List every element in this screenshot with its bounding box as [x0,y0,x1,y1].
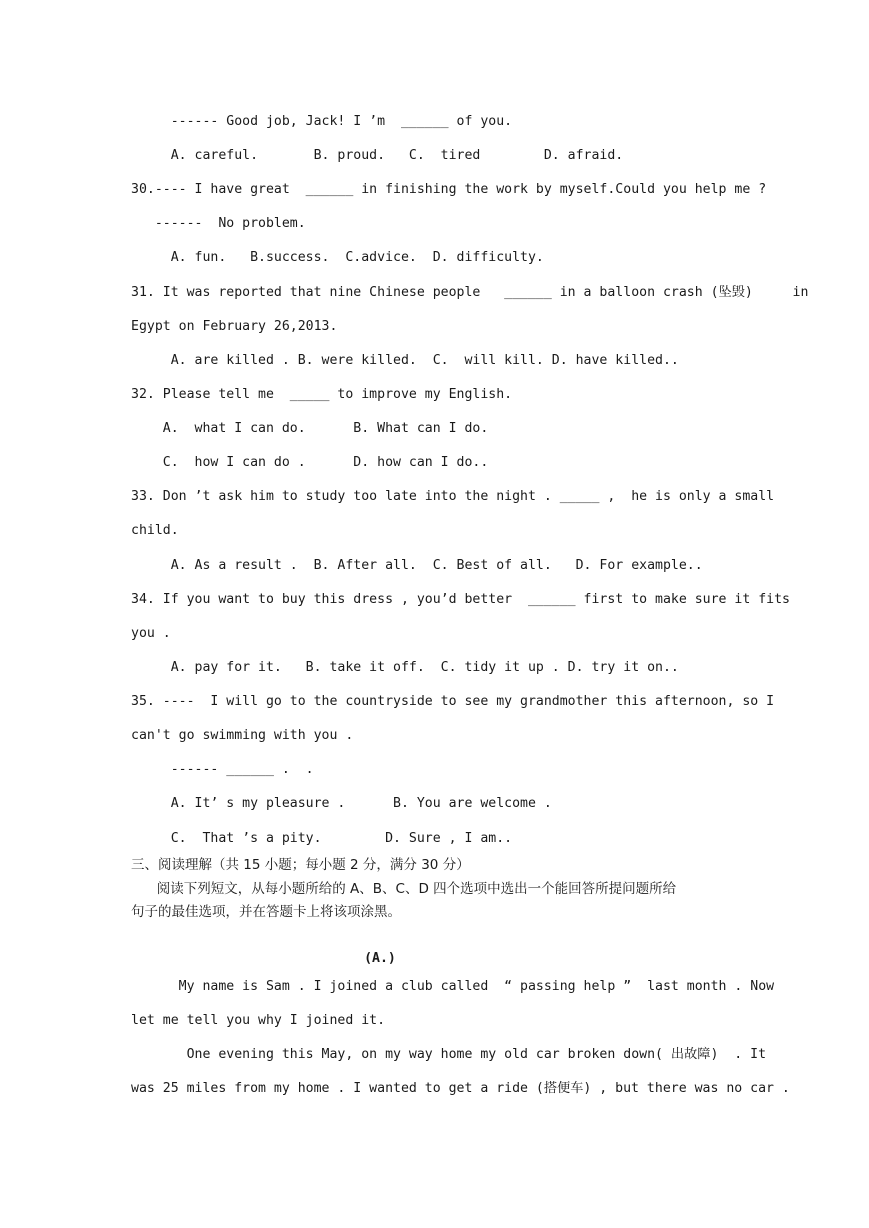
section-heading: 三、阅读理解（共 15 小题；每小题 2 分，满分 30 分） [131,857,470,873]
q33-question-cont: child. [131,523,179,538]
section-instructions-cont: 句子的最佳选项，并在答题卡上将该项涂黑。 [131,904,401,920]
q35-question-cont: can't go swimming with you . [131,728,354,743]
q31-question-cont: Egypt on February 26,2013. [131,319,338,334]
q31-question: 31. It was reported that nine Chinese people ______ in a balloon crash (坠毁) in [131,285,809,300]
passage-title: (A.) [364,951,396,966]
q29-options: A. careful. B. proud. C. tired D. afraid. [131,148,624,163]
section-instructions: 阅读下列短文，从每小题所给的 A、B、C、D 四个选项中选出一个能回答所提问题所给 [131,881,677,897]
q33-question: 33. Don ’t ask him to study too late into the night . _____ , he is only a small [131,489,775,504]
q30-options: A. fun. B.success. C.advice. D. difficulty. [131,250,544,265]
q30-question: 30.---- I have great ______ in finishing the work by myself.Could you help me ? [131,182,767,197]
passage-line: My name is Sam . I joined a club called “ passing help ” last month . Now [131,979,775,994]
q32-question: 32. Please tell me _____ to improve my English. [131,387,513,402]
passage-line: One evening this May, on my way home my old car broken down( 出故障) . It [131,1047,767,1062]
q34-question: 34. If you want to buy this dress , you’d better ______ first to make sure it fits [131,592,790,607]
q34-options: A. pay for it. B. take it off. C. tidy it up . D. try it on.. [131,660,679,675]
q35-options-cd: C. That ’s a pity. D. Sure , I am.. [131,831,513,846]
q32-options-cd: C. how I can do . D. how can I do.. [131,455,489,470]
q35-question: 35. ---- I will go to the countryside to see my grandmother this afternoon, so I [131,694,775,709]
q32-options-ab: A. what I can do. B. What can I do. [131,421,489,436]
passage-line: was 25 miles from my home . I wanted to get a ride (搭便车) , but there was no car . [131,1081,790,1096]
q30-response: ------ No problem. [131,216,306,231]
q35-options-ab: A. It’ s my pleasure . B. You are welcome . [131,796,552,811]
q33-options: A. As a result . B. After all. C. Best of all. D. For example.. [131,558,703,573]
q35-response: ------ ______ . . [131,762,314,777]
q31-options: A. are killed . B. were killed. C. will kill. D. have killed.. [131,353,679,368]
q34-question-cont: you . [131,626,171,641]
q29-dialogue-line: ------ Good job, Jack! I ’m ______ of you. [131,114,513,129]
passage-line: let me tell you why I joined it. [131,1013,386,1028]
